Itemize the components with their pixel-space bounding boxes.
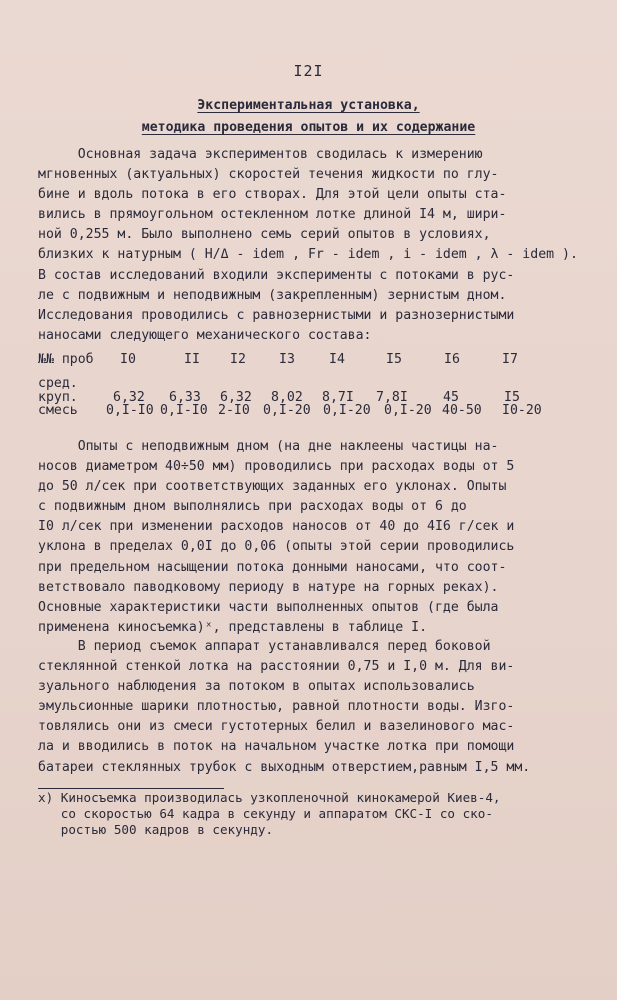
paragraph-line: при предельном насыщении потока донными наносами, что соот-: [38, 559, 507, 575]
mix-range-value: I0-20: [502, 403, 542, 418]
paragraph-line: Основная задача экспериментов сводилась к измерению: [38, 147, 483, 162]
footnote-line: ростью 500 кадров в секунду.: [38, 822, 274, 837]
probe-number: I5: [386, 352, 402, 367]
mean-size-value: 8,02: [271, 390, 303, 405]
paragraph-line: стеклянной стенкой лотка на расстоянии 0,75 и I,0 м. Для ви-: [38, 659, 515, 675]
paragraph-line: ной 0,255 м. Было выполнено семь серий опытов в условиях,: [38, 227, 491, 243]
paragraph-line: бине и вдоль потока в его створах. Для этой цели опыты ста-: [38, 187, 507, 203]
mean-size-value: 8,7I: [322, 390, 354, 405]
paragraph-1: [38, 145, 583, 346]
paragraph-3: [38, 637, 583, 778]
paragraph-line: ла и вводились в поток на начальном участке лотка при помощи: [38, 739, 515, 755]
row-label: сред.: [38, 376, 78, 391]
mix-range-value: 0,I-20: [384, 403, 432, 418]
table-header-row: [38, 352, 518, 370]
paragraph-line: В состав исследований входили эксперименты с потоками в рус-: [38, 267, 515, 283]
paragraph-line: уклона в пределах 0,0I до 0,06 (опыты этой серии проводились: [38, 539, 515, 555]
paragraph-line: товлялись они из смеси густотерных белил и вазелинового мас-: [38, 719, 515, 735]
probe-number: I4: [329, 352, 345, 367]
section-heading-line1: Экспериментальная установка,: [197, 98, 420, 113]
paragraph-line: носов диаметром 40÷50 мм) проводились при расходах воды от 5: [38, 459, 515, 475]
paragraph-line: зуального наблюдения за потоком в опытах использовались: [38, 679, 475, 695]
probe-number: I2: [230, 352, 246, 367]
footnote: [38, 790, 588, 838]
mean-size-value: 6,32: [220, 390, 252, 405]
page-number: I2I: [293, 62, 324, 80]
probe-number: II: [184, 352, 200, 367]
row-label: круп.: [38, 390, 78, 405]
paragraph-line: ле с подвижным и неподвижным (закрепленным) зернистым дном.: [38, 287, 507, 303]
paragraph-line: батареи стеклянных трубок с выходным отверстием,равным I,5 мм.: [38, 759, 531, 775]
footnote-divider: [38, 788, 224, 789]
mix-range-value: 0,I-20: [263, 403, 311, 418]
mean-size-value: 6,32: [113, 390, 145, 405]
paragraph-line: Основные характеристики части выполненных опытов (где была: [38, 599, 499, 615]
paragraph-line: В период съемок аппарат устанавливался перед боковой: [38, 639, 491, 654]
mean-size-value: 6,33: [169, 390, 201, 405]
mean-size-value: 7,8I: [376, 390, 408, 405]
paragraph-line: до 50 л/сек при соответствующих заданных его уклонах. Опыты: [38, 479, 507, 495]
paragraph-line: Исследования проводились с равнозернистыми и разнозернистыми: [38, 307, 515, 323]
mix-range-value: 40-50: [442, 403, 482, 418]
probe-number: I6: [444, 352, 460, 367]
probe-number: I3: [279, 352, 295, 367]
paragraph-line: с подвижным дном выполнялись при расходах воды от 6 до: [38, 499, 467, 515]
mean-size-value: I5: [504, 390, 520, 405]
probe-number: I7: [502, 352, 518, 367]
row-label: смесь: [38, 403, 78, 418]
paragraph-line: вились в прямоугольном остекленном лотке длиной I4 м, шири-: [38, 207, 507, 223]
paragraph-line: эмульсионные шарики плотностью, равной плотности воды. Изго-: [38, 699, 515, 715]
paragraph-line: наносами следующего механического состава:: [38, 327, 372, 343]
mean-size-value: 45: [443, 390, 459, 405]
paragraph-line: ветствовало паводковому периоду в натуре на горных реках).: [38, 579, 499, 595]
paragraph-line: мгновенных (актуальных) скоростей течения жидкости по глу-: [38, 167, 499, 183]
paragraph-line-formula: близких к натурным ( H/Δ - idem , Fr - idem , i - idem , λ - idem ).: [38, 247, 578, 263]
paragraph-line: I0 л/сек при изменении расходов наносов от 40 до 4I6 г/сек и: [38, 519, 515, 535]
table-header-label: №№ проб: [38, 352, 94, 367]
mix-range-value: 0,I-I0: [106, 403, 154, 418]
probe-number: I0: [120, 352, 136, 367]
mix-range-value: 0,I-20: [323, 403, 371, 418]
mix-range-value: 2-I0: [218, 403, 250, 418]
footnote-line: со скоростью 64 кадра в секунду и аппаратом СКС-I со ско-: [38, 806, 493, 821]
footnote-line: x) Киносъемка производилась узкопленочной кинокамерой Киев-4,: [38, 790, 501, 805]
table-row-mix: [38, 403, 542, 421]
paragraph-line: Опыты с неподвижным дном (на дне наклеены частицы на-: [38, 439, 499, 454]
paragraph-2: [38, 437, 583, 638]
paragraph-line: применена киносъемка)ˣ, представлены в таблице I.: [38, 619, 428, 635]
section-heading-line2: методика проведения опытов и их содержание: [141, 120, 476, 135]
mix-range-value: 0,I-I0: [160, 403, 208, 418]
